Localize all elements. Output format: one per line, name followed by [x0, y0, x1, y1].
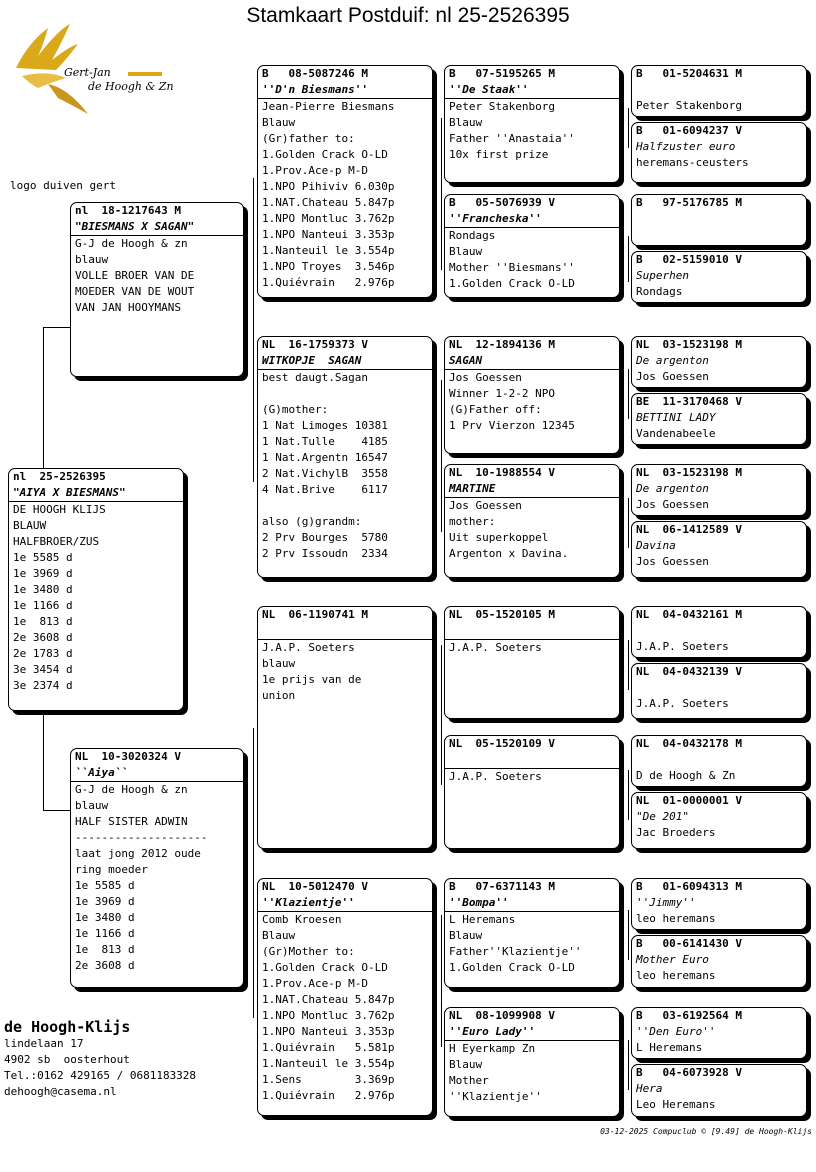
pigeon-card-g1[interactable] [631, 65, 807, 117]
info-line: De argenton [636, 354, 709, 367]
info-line: 1.NPO Nanteui 3.353p [262, 228, 395, 241]
ring-number: B 01-6094237 V [636, 124, 742, 137]
info-line: Blauw [262, 929, 296, 942]
info-line: leo heremans [636, 912, 716, 925]
ring-number: B 00-6141430 V [636, 937, 742, 950]
pigeon-card-g4[interactable] [631, 251, 807, 303]
info-line: 1.NPO Pihiviv 6.030p [262, 180, 395, 193]
ring-number: BE 11-3170468 V [636, 395, 742, 408]
owner-line: lindelaan 17 [4, 1037, 84, 1050]
ring-number: NL 04-0432139 V [636, 665, 742, 678]
info-line: 1.NPO Montluc 3.762p [262, 212, 395, 225]
info-line: BLAUW [13, 519, 47, 532]
ring-number: nl 18-1217643 M [75, 204, 181, 217]
connector [628, 108, 629, 148]
info-line: 1.Prov.Ace-p M-D [262, 977, 368, 990]
ring-number: B 04-6073928 V [636, 1066, 742, 1079]
ring-number: B 02-5159010 V [636, 253, 742, 266]
info-line [258, 386, 432, 402]
info-line: blauw [75, 799, 109, 812]
ring-number: B 07-5195265 M [449, 67, 555, 80]
info-line: laat jong 2012 oude [75, 847, 201, 860]
owner-line: dehoogh@casema.nl [4, 1085, 117, 1098]
info-line: 1 Nat Limoges 10381 [262, 419, 388, 432]
pigeon-card-g15[interactable] [631, 1007, 807, 1059]
info-line: Peter Stakenborg [449, 100, 555, 113]
info-line: VOLLE BROER VAN DE [75, 269, 195, 282]
info-line: 1e 813 d [75, 943, 135, 956]
info-line: -------------------- [75, 831, 208, 844]
info-line: (Gr)father to: [262, 132, 355, 145]
info-line: G-J de Hoogh & zn [75, 237, 188, 250]
page-title: Stamkaart Postduif: nl 25-2526395 [246, 4, 570, 27]
info-line: heremans-ceusters [636, 156, 749, 169]
info-line: L Heremans [636, 1041, 703, 1054]
logo-text-line1: Gert-Jan [64, 66, 111, 79]
info-line: 3e 3454 d [13, 663, 73, 676]
ring-number: NL 01-0000001 V [636, 794, 742, 807]
pigeon-card-ff[interactable] [257, 65, 433, 298]
info-line: 1 Nat.Argentn 16547 [262, 451, 388, 464]
pigeon-card-g9[interactable] [631, 606, 807, 658]
ring-number: B 05-5076939 V [449, 196, 555, 209]
info-line: 1.Nanteuil le 3.554p [262, 1057, 395, 1070]
info-line: Jac Broeders [636, 826, 716, 839]
connector [43, 327, 70, 328]
pigeon-name [258, 623, 432, 640]
connector [628, 770, 629, 820]
info-line: De argenton [636, 482, 709, 495]
info-line: ring moeder [75, 863, 148, 876]
info-line: J.A.P. Soeters [636, 697, 729, 710]
pigeon-card-mmm[interactable] [444, 1007, 620, 1117]
pigeon-card-g10[interactable] [631, 663, 807, 719]
pigeon-card-mf[interactable] [257, 606, 433, 849]
info-line: DE HOOGH KLIJS [13, 503, 106, 516]
info-line: 2e 3608 d [75, 959, 135, 972]
info-line: Davina [636, 539, 676, 552]
info-line: HALF SISTER ADWIN [75, 815, 188, 828]
owner-line: Tel.:0162 429165 / 0681183328 [4, 1069, 197, 1082]
logo-bar [128, 72, 162, 76]
ring-number: nl 25-2526395 [13, 470, 106, 483]
connector [628, 910, 629, 960]
info-line: Blauw [449, 1058, 483, 1071]
connector [43, 810, 70, 811]
info-line: 1e 3969 d [75, 895, 135, 908]
ring-number: NL 10-5012470 V [262, 880, 368, 893]
pigeon-card-mother[interactable] [70, 748, 244, 988]
pigeon-name: ``Aiya`` [71, 765, 243, 782]
info-line: best daugt.Sagan [262, 371, 368, 384]
info-line: 1.Quiévrain 2.976p [262, 276, 395, 289]
ring-number: NL 05-1520109 V [449, 737, 555, 750]
info-line: 1e 3480 d [75, 911, 135, 924]
info-line: Leo Heremans [636, 1098, 716, 1111]
info-line: 1.Quiévrain 2.976p [262, 1089, 395, 1102]
info-line: Jos Goessen [636, 555, 709, 568]
pigeon-name: WITKOPJE SAGAN [258, 353, 432, 370]
ring-number: NL 12-1894136 M [449, 338, 555, 351]
info-line: 1.Golden Crack O-LD [262, 961, 388, 974]
info-line: 1e 813 d [13, 615, 73, 628]
pigeon-name [445, 623, 619, 640]
info-line: 1.Golden Crack O-LD [449, 961, 575, 974]
logo-text-line2: de Hoogh & Zn [88, 80, 174, 93]
pigeon-card-g14[interactable] [631, 935, 807, 988]
info-line: Uit superkoppel [449, 531, 549, 544]
ring-number: B 01-6094313 M [636, 880, 742, 893]
owner-line: 4902 sb oosterhout [4, 1053, 130, 1066]
pigeon-name: ''Francheska'' [445, 211, 619, 228]
ring-number: NL 08-1099908 V [449, 1009, 555, 1022]
info-line: ''Jimmy'' [636, 896, 696, 909]
info-line: Father''Klazientje'' [449, 945, 582, 958]
pigeon-card-mff[interactable] [444, 606, 620, 719]
info-line: J.A.P. Soeters [262, 641, 355, 654]
info-line: 2 Prv Bourges 5780 [262, 531, 388, 544]
info-line: leo heremans [636, 969, 716, 982]
info-line: 4 Nat.Brive 6117 [262, 483, 388, 496]
pigeon-card-mfm[interactable] [444, 735, 620, 849]
info-line: Rondags [636, 285, 683, 298]
info-line: Superhen [636, 269, 689, 282]
ring-number: NL 10-1988554 V [449, 466, 555, 479]
info-line: Jos Goessen [449, 499, 522, 512]
ring-number: NL 04-0432161 M [636, 608, 742, 621]
info-line: blauw [75, 253, 109, 266]
info-line: MOEDER VAN DE WOUT [75, 285, 195, 298]
owner-block [4, 1018, 196, 1100]
info-line: 1e 5585 d [75, 879, 135, 892]
info-line: 1.NAT.Chateau 5.847p [262, 196, 395, 209]
info-line: Jos Goessen [636, 370, 709, 383]
info-line: H Eyerkamp Zn [449, 1042, 536, 1055]
ring-number: B 08-5087246 M [262, 67, 368, 80]
pigeon-name: ''D'n Biesmans'' [258, 82, 432, 99]
pigeon-card-fmm[interactable] [444, 464, 620, 578]
connector [628, 236, 629, 282]
pigeon-card-fmf[interactable] [444, 336, 620, 454]
info-line: mother: [449, 515, 496, 528]
info-line: Hera [636, 1082, 663, 1095]
info-line: Blauw [262, 116, 296, 129]
logo-caption: logo duiven gert [10, 179, 116, 192]
info-line: "De 201" [636, 810, 689, 823]
info-line: 1e 3480 d [13, 583, 73, 596]
pigeon-name [445, 752, 619, 769]
pigeon-name: ''Euro Lady'' [445, 1024, 619, 1041]
info-line: 1 Prv Vierzon 12345 [449, 419, 575, 432]
connector [43, 714, 44, 810]
pigeon-name: ''De Staak'' [445, 82, 619, 99]
pigeon-card-g2[interactable] [631, 122, 807, 183]
info-line: 3e 2374 d [13, 679, 73, 692]
ring-number: NL 06-1412589 V [636, 523, 742, 536]
info-line: J.A.P. Soeters [449, 770, 542, 783]
info-line: 1.Golden Crack O-LD [449, 277, 575, 290]
connector [43, 327, 44, 468]
info-line: (G)mother: [262, 403, 329, 416]
pigeon-card-fff[interactable] [444, 65, 620, 183]
info-line: J.A.P. Soeters [449, 641, 542, 654]
info-line: HALFBROER/ZUS [13, 535, 100, 548]
info-line: Mother ''Biesmans'' [449, 261, 575, 274]
info-line: BETTINI LADY [636, 411, 716, 424]
owner-name: de Hoogh-Klijs [4, 1018, 131, 1036]
info-line: VAN JAN HOOYMANS [75, 301, 181, 314]
connector [253, 178, 254, 482]
pigeon-card-father[interactable] [70, 202, 244, 377]
info-line: Jos Goessen [449, 371, 522, 384]
pigeon-card-ffm[interactable] [444, 194, 620, 298]
info-line: Blauw [449, 116, 483, 129]
info-line: Mother Euro [636, 953, 709, 966]
info-line: D de Hoogh & Zn [636, 769, 736, 782]
info-line: Jean-Pierre Biesmans [262, 100, 395, 113]
info-line: blauw [262, 657, 296, 670]
connector [628, 498, 629, 548]
info-line: 1.Quiévrain 5.581p [262, 1041, 395, 1054]
info-line: union [262, 689, 296, 702]
info-line [632, 680, 806, 696]
ring-number: NL 03-1523198 M [636, 338, 742, 351]
connector [628, 1040, 629, 1090]
info-line: Blauw [449, 245, 483, 258]
info-line: 1.Prov.Ace-p M-D [262, 164, 368, 177]
info-line: 1e 3969 d [13, 567, 73, 580]
connector [628, 369, 629, 419]
pigeon-card-g12[interactable] [631, 792, 807, 849]
info-line: (Gr)Mother to: [262, 945, 355, 958]
info-line: Comb Kroesen [262, 913, 342, 926]
pigeon-name: MARTINE [445, 481, 619, 498]
info-line: Halfzuster euro [636, 140, 736, 153]
info-line: (G)Father off: [449, 403, 542, 416]
info-line: 1e prijs van de [262, 673, 362, 686]
info-line: 1.NPO Troyes 3.546p [262, 260, 395, 273]
info-line: J.A.P. Soeters [636, 640, 729, 653]
info-line: Mother [449, 1074, 489, 1087]
info-line [258, 498, 432, 514]
info-line: Jos Goessen [636, 498, 709, 511]
info-line: 1.Golden Crack O-LD [262, 148, 388, 161]
info-line [632, 82, 806, 98]
ring-number: NL 03-1523198 M [636, 466, 742, 479]
pigeon-card-g11[interactable] [631, 735, 807, 787]
info-line: Winner 1-2-2 NPO [449, 387, 555, 400]
pigeon-name: SAGAN [445, 353, 619, 370]
info-line [632, 752, 806, 768]
connector [441, 380, 442, 532]
pigeon-name: "AIYA X BIESMANS" [9, 485, 183, 502]
info-line: Blauw [449, 929, 483, 942]
info-line: 10x first prize [449, 148, 549, 161]
footer: 03-12-2025 Compuclub © [9.49] de Hoogh-Klijs [600, 1127, 812, 1136]
connector [441, 645, 442, 785]
pigeon-card-g7[interactable] [631, 464, 807, 516]
ring-number: NL 05-1520105 M [449, 608, 555, 621]
connector [253, 728, 254, 1018]
info-line [632, 623, 806, 639]
pigeon-card-mm[interactable] [257, 878, 433, 1116]
info-line: 1e 1166 d [13, 599, 73, 612]
info-line: also (g)grandm: [262, 515, 362, 528]
info-line: Argenton x Davina. [449, 547, 569, 560]
ring-number: B 03-6192564 M [636, 1009, 742, 1022]
info-line: 2e 3608 d [13, 631, 73, 644]
ring-number: NL 10-3020324 V [75, 750, 181, 763]
ring-number: NL 06-1190741 M [262, 608, 368, 621]
info-line: 1e 5585 d [13, 551, 73, 564]
info-line: ''Klazientje'' [449, 1090, 542, 1103]
pigeon-name: ''Bompa'' [445, 895, 619, 912]
pigeon-card-g6[interactable] [631, 393, 807, 445]
logo [8, 18, 198, 118]
info-line: Vandenabeele [636, 427, 716, 440]
info-line: 1.NPO Montluc 3.762p [262, 1009, 395, 1022]
info-line: L Heremans [449, 913, 516, 926]
pigeon-card-g8[interactable] [631, 521, 807, 578]
info-line: 1 Nat.Tulle 4185 [262, 435, 388, 448]
info-line: 1e 1166 d [75, 927, 135, 940]
pigeon-card-subject[interactable] [8, 468, 184, 711]
connector [441, 915, 442, 1047]
info-line: Father ''Anastaia'' [449, 132, 575, 145]
ring-number: NL 16-1759373 V [262, 338, 368, 351]
pigeon-card-fm[interactable] [257, 336, 433, 578]
pigeon-name: "BIESMANS X SAGAN" [71, 219, 243, 236]
ring-number: NL 04-0432178 M [636, 737, 742, 750]
connector [441, 118, 442, 270]
info-line: G-J de Hoogh & zn [75, 783, 188, 796]
pigeon-card-g5[interactable] [631, 336, 807, 388]
info-line: Rondags [449, 229, 496, 242]
info-line: ''Den Euro'' [636, 1025, 716, 1038]
pigeon-card-g16[interactable] [631, 1064, 807, 1117]
pigeon-card-mmf[interactable] [444, 878, 620, 988]
pigeon-card-g3[interactable] [631, 194, 807, 246]
pigeon-name: ''Klazientje'' [258, 895, 432, 912]
ring-number: B 07-6371143 M [449, 880, 555, 893]
info-line: 2 Prv Issoudn 2334 [262, 547, 388, 560]
info-line: 1.Nanteuil le 3.554p [262, 244, 395, 257]
info-line: 1.Sens 3.369p [262, 1073, 395, 1086]
info-line: 2 Nat.VichylB 3558 [262, 467, 388, 480]
pigeon-card-g13[interactable] [631, 878, 807, 930]
info-line: 1.NAT.Chateau 5.847p [262, 993, 395, 1006]
ring-number: B 97-5176785 M [636, 196, 742, 209]
info-line: 2e 1783 d [13, 647, 73, 660]
info-line: Peter Stakenborg [636, 99, 742, 112]
ring-number: B 01-5204631 M [636, 67, 742, 80]
info-line: 1.NPO Nanteui 3.353p [262, 1025, 395, 1038]
connector [628, 640, 629, 690]
